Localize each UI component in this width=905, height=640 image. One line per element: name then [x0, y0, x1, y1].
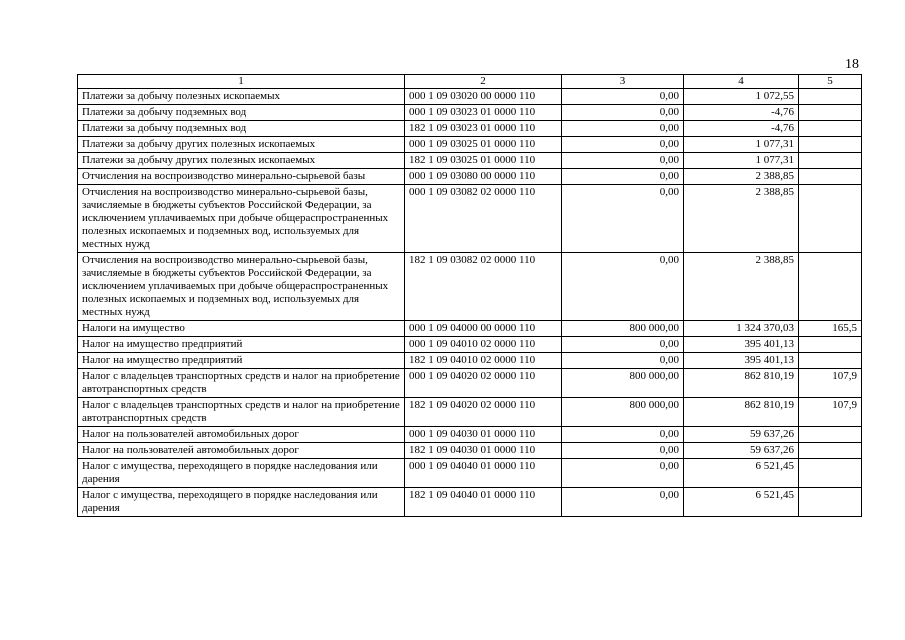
row-name-cell: Налог с имущества, переходящего в порядке наследования или дарения	[78, 488, 405, 517]
row-col5-cell	[799, 169, 862, 185]
row-col4-cell: 2 388,85	[684, 185, 799, 253]
column-header-4: 4	[684, 75, 799, 89]
row-name-cell: Налоги на имущество	[78, 321, 405, 337]
table-row	[78, 137, 862, 153]
row-col4-cell: -4,76	[684, 105, 799, 121]
row-col3-cell: 0,00	[562, 443, 684, 459]
row-col3-cell: 0,00	[562, 153, 684, 169]
table-row	[78, 89, 862, 105]
row-name-cell: Налог на пользователей автомобильных дорог	[78, 443, 405, 459]
table-row	[78, 153, 862, 169]
row-name-cell: Отчисления на воспроизводство минерально-сырьевой базы	[78, 169, 405, 185]
row-name-cell: Платежи за добычу подземных вод	[78, 121, 405, 137]
table-row	[78, 369, 862, 398]
row-name-cell: Платежи за добычу других полезных ископаемых	[78, 137, 405, 153]
table-row	[78, 488, 862, 517]
row-code-cell: 000 1 09 03020 00 0000 110	[405, 89, 562, 105]
row-code-cell: 182 1 09 04010 02 0000 110	[405, 353, 562, 369]
row-col3-cell: 0,00	[562, 427, 684, 443]
row-col4-cell: -4,76	[684, 121, 799, 137]
table-row	[78, 105, 862, 121]
row-col4-cell: 6 521,45	[684, 459, 799, 488]
table-row	[78, 185, 862, 253]
row-col4-cell: 6 521,45	[684, 488, 799, 517]
row-col4-cell: 395 401,13	[684, 353, 799, 369]
row-col3-cell: 0,00	[562, 89, 684, 105]
row-col5-cell	[799, 253, 862, 321]
row-name-cell: Платежи за добычу полезных ископаемых	[78, 89, 405, 105]
row-col5-cell	[799, 137, 862, 153]
row-name-cell: Платежи за добычу других полезных ископаемых	[78, 153, 405, 169]
row-col4-cell: 59 637,26	[684, 427, 799, 443]
table-row	[78, 353, 862, 369]
row-col4-cell: 862 810,19	[684, 398, 799, 427]
row-code-cell: 182 1 09 04030 01 0000 110	[405, 443, 562, 459]
row-col3-cell: 0,00	[562, 353, 684, 369]
row-code-cell: 182 1 09 04020 02 0000 110	[405, 398, 562, 427]
row-code-cell: 000 1 09 04040 01 0000 110	[405, 459, 562, 488]
row-col3-cell: 800 000,00	[562, 398, 684, 427]
row-col4-cell: 1 077,31	[684, 137, 799, 153]
row-col5-cell: 165,5	[799, 321, 862, 337]
row-code-cell: 182 1 09 03025 01 0000 110	[405, 153, 562, 169]
row-col4-cell: 395 401,13	[684, 337, 799, 353]
row-col3-cell: 0,00	[562, 488, 684, 517]
row-col5-cell	[799, 121, 862, 137]
row-col5-cell	[799, 443, 862, 459]
row-code-cell: 000 1 09 03082 02 0000 110	[405, 185, 562, 253]
row-code-cell: 000 1 09 03025 01 0000 110	[405, 137, 562, 153]
table-body	[78, 89, 862, 517]
row-col5-cell	[799, 353, 862, 369]
row-col5-cell	[799, 488, 862, 517]
row-col5-cell	[799, 427, 862, 443]
table-row	[78, 253, 862, 321]
row-col5-cell	[799, 153, 862, 169]
table-row	[78, 321, 862, 337]
table-row	[78, 459, 862, 488]
row-col3-cell: 0,00	[562, 253, 684, 321]
column-header-2: 2	[405, 75, 562, 89]
row-name-cell: Налог с владельцев транспортных средств и налог на приобретение автотранспортных средств	[78, 369, 405, 398]
table-row	[78, 443, 862, 459]
page-number: 18	[845, 57, 859, 72]
column-header-3: 3	[562, 75, 684, 89]
row-code-cell: 000 1 09 04010 02 0000 110	[405, 337, 562, 353]
row-col5-cell	[799, 185, 862, 253]
budget-revenue-table	[77, 74, 862, 517]
row-code-cell: 000 1 09 03023 01 0000 110	[405, 105, 562, 121]
table-row	[78, 121, 862, 137]
row-col3-cell: 0,00	[562, 137, 684, 153]
row-col3-cell: 0,00	[562, 121, 684, 137]
row-col5-cell	[799, 459, 862, 488]
row-name-cell: Налог на имущество предприятий	[78, 353, 405, 369]
row-col5-cell	[799, 89, 862, 105]
row-col5-cell	[799, 337, 862, 353]
row-col4-cell: 59 637,26	[684, 443, 799, 459]
row-col4-cell: 1 072,55	[684, 89, 799, 105]
row-col3-cell: 0,00	[562, 169, 684, 185]
row-code-cell: 000 1 09 04000 00 0000 110	[405, 321, 562, 337]
table-row	[78, 169, 862, 185]
column-header-1: 1	[78, 75, 405, 89]
row-col5-cell: 107,9	[799, 369, 862, 398]
row-code-cell: 000 1 09 04020 02 0000 110	[405, 369, 562, 398]
row-col4-cell: 1 324 370,03	[684, 321, 799, 337]
table-row	[78, 398, 862, 427]
column-header-5: 5	[799, 75, 862, 89]
row-col5-cell: 107,9	[799, 398, 862, 427]
row-col3-cell: 0,00	[562, 459, 684, 488]
row-code-cell: 000 1 09 03080 00 0000 110	[405, 169, 562, 185]
row-name-cell: Налог с имущества, переходящего в порядке наследования или дарения	[78, 459, 405, 488]
row-col3-cell: 0,00	[562, 337, 684, 353]
row-col4-cell: 2 388,85	[684, 253, 799, 321]
row-code-cell: 182 1 09 03023 01 0000 110	[405, 121, 562, 137]
row-name-cell: Отчисления на воспроизводство минерально-сырьевой базы, зачисляемые в бюджеты субъектов Российской Федерации, за исключением уплачиваемых при добыче общераспространенных полезных ископаемых и подземных вод, используемых для местных нужд	[78, 185, 405, 253]
row-code-cell: 182 1 09 03082 02 0000 110	[405, 253, 562, 321]
row-name-cell: Отчисления на воспроизводство минерально-сырьевой базы, зачисляемые в бюджеты субъектов Российской Федерации, за исключением уплачиваемых при добыче общераспространенных полезных ископаемых и подземных вод, используемых для местных нужд	[78, 253, 405, 321]
row-col3-cell: 800 000,00	[562, 369, 684, 398]
row-col3-cell: 0,00	[562, 105, 684, 121]
table-header-row	[78, 75, 862, 89]
table-row	[78, 337, 862, 353]
row-code-cell: 000 1 09 04030 01 0000 110	[405, 427, 562, 443]
row-name-cell: Налог с владельцев транспортных средств и налог на приобретение автотранспортных средств	[78, 398, 405, 427]
row-code-cell: 182 1 09 04040 01 0000 110	[405, 488, 562, 517]
row-col5-cell	[799, 105, 862, 121]
row-name-cell: Платежи за добычу подземных вод	[78, 105, 405, 121]
row-col4-cell: 1 077,31	[684, 153, 799, 169]
row-name-cell: Налог на имущество предприятий	[78, 337, 405, 353]
row-col3-cell: 800 000,00	[562, 321, 684, 337]
table-row	[78, 427, 862, 443]
row-col3-cell: 0,00	[562, 185, 684, 253]
row-name-cell: Налог на пользователей автомобильных дорог	[78, 427, 405, 443]
row-col4-cell: 862 810,19	[684, 369, 799, 398]
row-col4-cell: 2 388,85	[684, 169, 799, 185]
